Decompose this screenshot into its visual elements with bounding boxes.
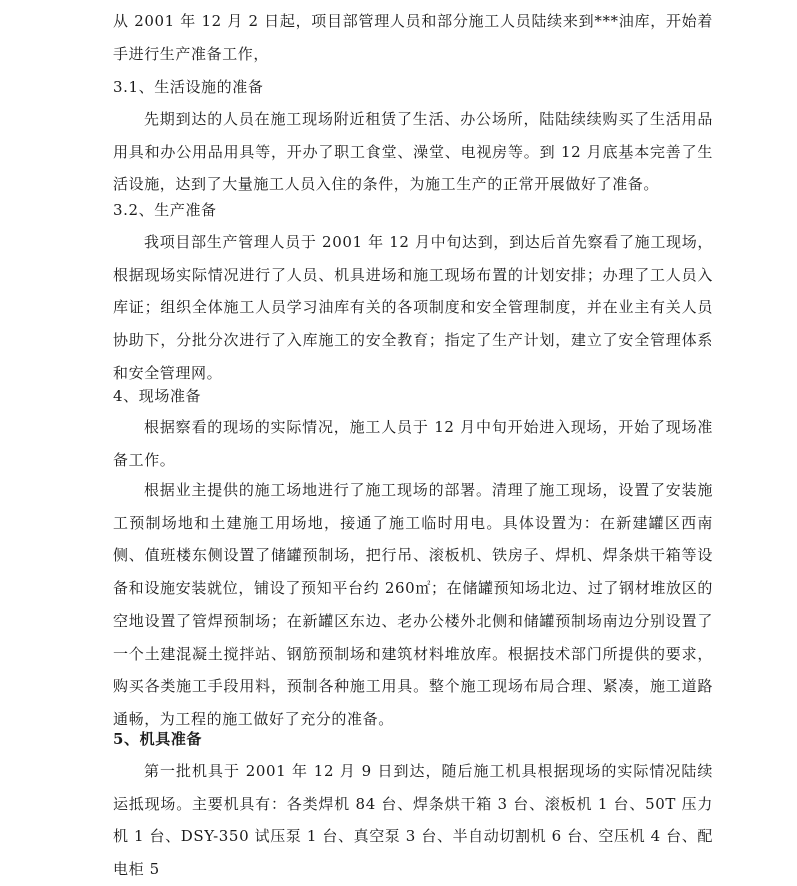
- paragraph-site-entry: 根据察看的现场的实际情况，施工人员于 12 月中旬开始进入现场，开始了现场准备工作。: [113, 418, 713, 469]
- heading-5-equipment-prep: 5、机具准备: [113, 730, 203, 748]
- paragraph-production-prep: 我项目部生产管理人员于 2001 年 12 月中旬达到，到达后首先察看了施工现场，根据现场实际情况进行了人员、机具进场和施工现场布置的计划安排；办理了工人员入库证；组织全体施工人员学习油库有关的各项制度和安全管理制度，并在业主有关人员协助下，分批分次进行了入库施工的安全教育；指定了生产计划，建立了安全管理体系和安全管理网。: [113, 233, 713, 382]
- heading-3-2-production-prep: 3.2、生产准备: [113, 201, 217, 219]
- paragraph-site-layout: 根据业主提供的施工场地进行了施工现场的部署。清理了施工现场，设置了安装施工预制场地和土建施工用场地，接通了施工临时用电。具体设置为：在新建罐区西南侧、值班楼东侧设置了储罐预制场，把行吊、滚板机、铁房子、焊机、焊条烘干箱等设备和设施安装就位，铺设了预知平台约 260㎡；在储罐预知场北边、过了钢材堆放区的空地设置了管焊预制场；在新罐区东边、老办公楼外北侧和储罐预制场南边分别设置了一个土建混凝土搅拌站、钢筋预制场和建筑材料堆放库。根据技术部门所提供的要求，购买各类施工手段用料，预制各种施工用具。整个施工现场布局合理、紧凑，施工道路通畅，为工程的施工做好了充分的准备。: [113, 481, 713, 728]
- paragraph-equipment-arrival: 第一批机具于 2001 年 12 月 9 日到达，随后施工机具根据现场的实际情况陆续运抵现场。主要机具有：各类焊机 84 台、焊条烘干箱 3 台、滚板机 1 台、50T 压力机 1 台、DSY-350 试压泵 1 台、真空泵 3 台、半自动切割机 6 台、空压机 4 台、配电柜 5: [113, 762, 713, 879]
- paragraph-start-date: 从 2001 年 12 月 2 日起，项目部管理人员和部分施工人员陆续来到***油库，开始着手进行生产准备工作，: [113, 12, 713, 63]
- heading-4-site-prep: 4、现场准备: [113, 387, 202, 405]
- heading-3-1-living-facilities: 3.1、生活设施的准备: [113, 78, 264, 96]
- paragraph-living-facilities: 先期到达的人员在施工现场附近租赁了生活、办公场所，陆陆续续购买了生活用品用具和办公用品用具等，开办了职工食堂、澡堂、电视房等。到 12 月底基本完善了生活设施，达到了大量施工人员入住的条件，为施工生产的正常开展做好了准备。: [113, 110, 713, 194]
